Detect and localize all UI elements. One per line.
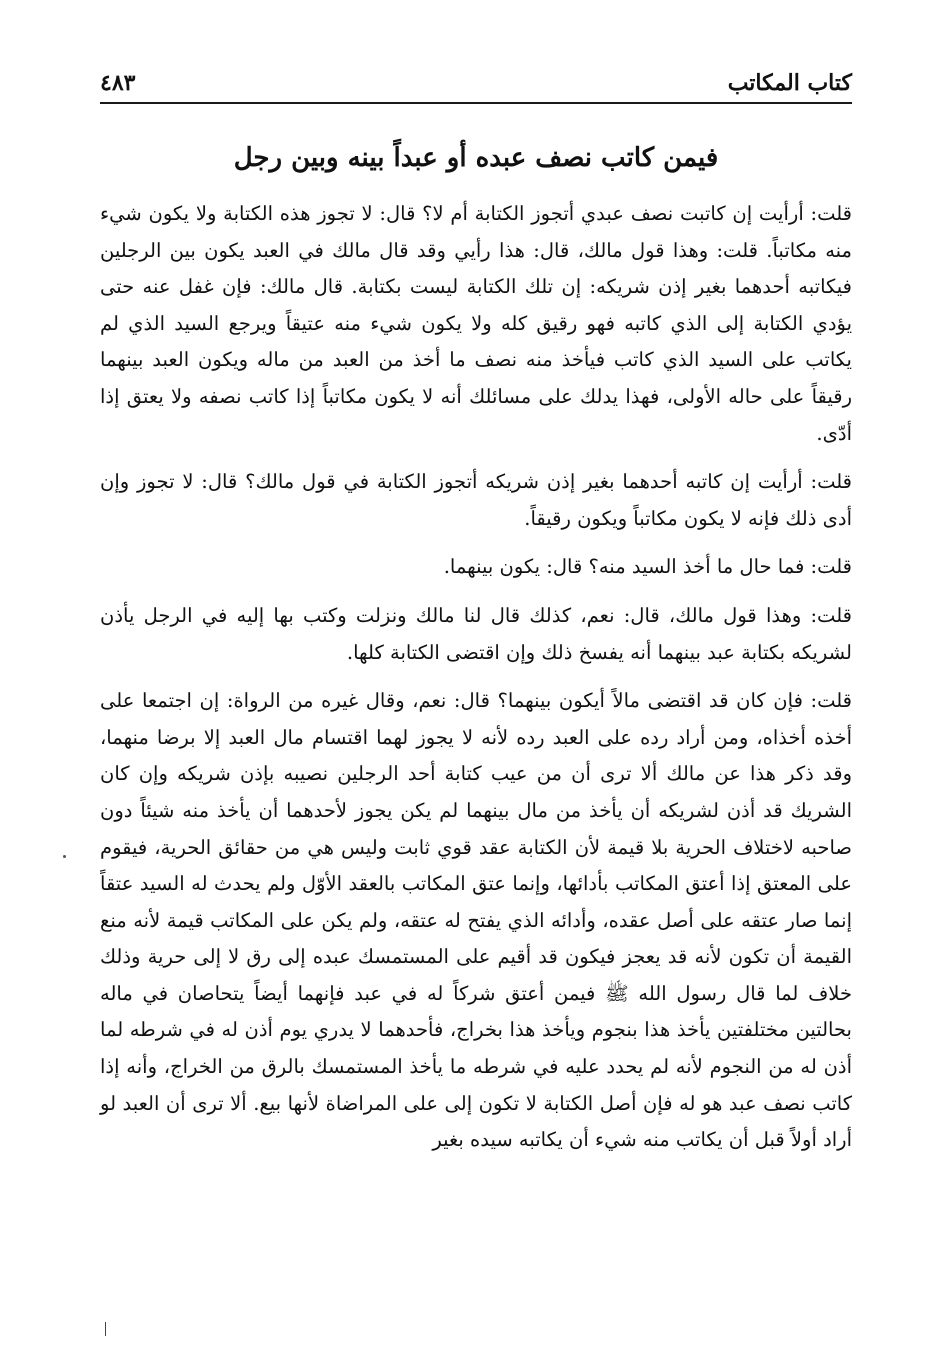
paragraph: قلت: أرأيت إن كاتبه أحدهما بغير إذن شريكه أتجوز الكتابة في قول مالك؟ قال: لا تجوز وإن أدى ذلك فإنه لا يكون مكاتباً ويكون رقيقاً. [100, 470, 852, 530]
page-number: ٤٨٣ [100, 70, 136, 96]
paragraph: قلت: فإن كان قد اقتضى مالاً أيكون بينهما؟ قال: نعم، وقال غيره من الرواة: إن اجتمعا على أخذه أخذاه، ومن أراد رده على العبد رده لأنه لا يجوز لهما اقتسام مال العبد إلا برضا منهما، وقد ذكر هذا عن مالك ألا ترى أن من عيب كتابة أحد الرجلين نصيبه بإذن شريكه وإن كان الشريك قد أذن لشريكه أن يأخذ من مال بينهما لم يكن يجوز لأحدهما أن يأخذ منه شيئاً دون صاحبه لاختلاف الحرية بلا قيمة لأن الكتابة عقد قوي ثابت وليس هي من حقائق الحرية، فيقوم على المعتق إذا أعتق المكاتب بأدائها، وإنما عتق المكاتب بالعقد الأوّل ولم يحدث له السيد عتقاً إنما صار عتقه على أصل عقده، وأدائه الذي يفتح له عتقه، ولم يكن على المكاتب قيمة لأنه منع القيمة أن تكون لأنه قد يعجز فيكون قد أقيم على المستمسك عبده إلى رق لا إلى حرية وذلك خلاف لما قال رسول الله ﷺ فيمن أعتق شركاً له في عبد فإنهما أيضاً يتحاصان في ماله بحالتين مختلفتين يأخذ هذا بنجوم ويأخذ هذا بخراج، فأحدهما لا يدري يوم أذن له في شرطه لما أذن له من النجوم لأنه لم يحدد عليه في شرطه ما يأخذ المستمسك بالرق من الخراج، وأنه إذا كاتب نصف عبد هو له فإن أصل الكتابة لا تكون إلى على المراضاة لأنها بيع. ألا ترى أن العبد لو أراد أولاً قبل أن يكاتب منه شيء أن يكاتبه سيده بغير [100, 689, 852, 1152]
chapter-heading: فيمن كاتب نصف عبده أو عبداً بينه وبين رجل [233, 143, 719, 173]
body-text [100, 196, 852, 1159]
scan-speck [63, 855, 66, 858]
margin-mark [105, 1322, 106, 1336]
paragraph: قلت: أرأيت إن كاتبت نصف عبدي أتجوز الكتابة أم لا؟ قال: لا تجوز هذه الكتابة ولا يكون شيء منه مكاتباً. قلت: وهذا قول مالك، قال: هذا رأيي وقد قال مالك في العبد يكون بين الرجلين فيكاتبه أحدهما بغير إذن شريكه: إن تلك الكتابة ليست بكتابة. قال مالك: فإن غفل عنه حتى يؤدي الكتابة إلى الذي كاتبه فهو رقيق كله ولا يكون شيء منه عتيقاً ويرجع السيد الذي لم يكاتب على السيد الذي كاتب فيأخذ منه نصف ما أخذ من العبد من ماله ويكون العبد بينهما رقيقاً على حاله الأولى، فهذا يدلك على مسائلك أنه لا يكون مكاتباً إذا كاتب نصفه ولا يعتق إذا أدّى. [100, 202, 852, 445]
paragraph: قلت: وهذا قول مالك، قال: نعم، كذلك قال لنا مالك ونزلت وكتب بها إليه في الرجل يأذن لشريكه بكتابة عبد بينهما أنه يفسخ ذلك وإن اقتضى الكتابة كلها. [100, 603, 852, 664]
running-title: كتاب المكاتب [727, 70, 852, 96]
paragraph: قلت: فما حال ما أخذ السيد منه؟ قال: يكون بينهما. [443, 555, 852, 579]
page-header [100, 62, 852, 104]
